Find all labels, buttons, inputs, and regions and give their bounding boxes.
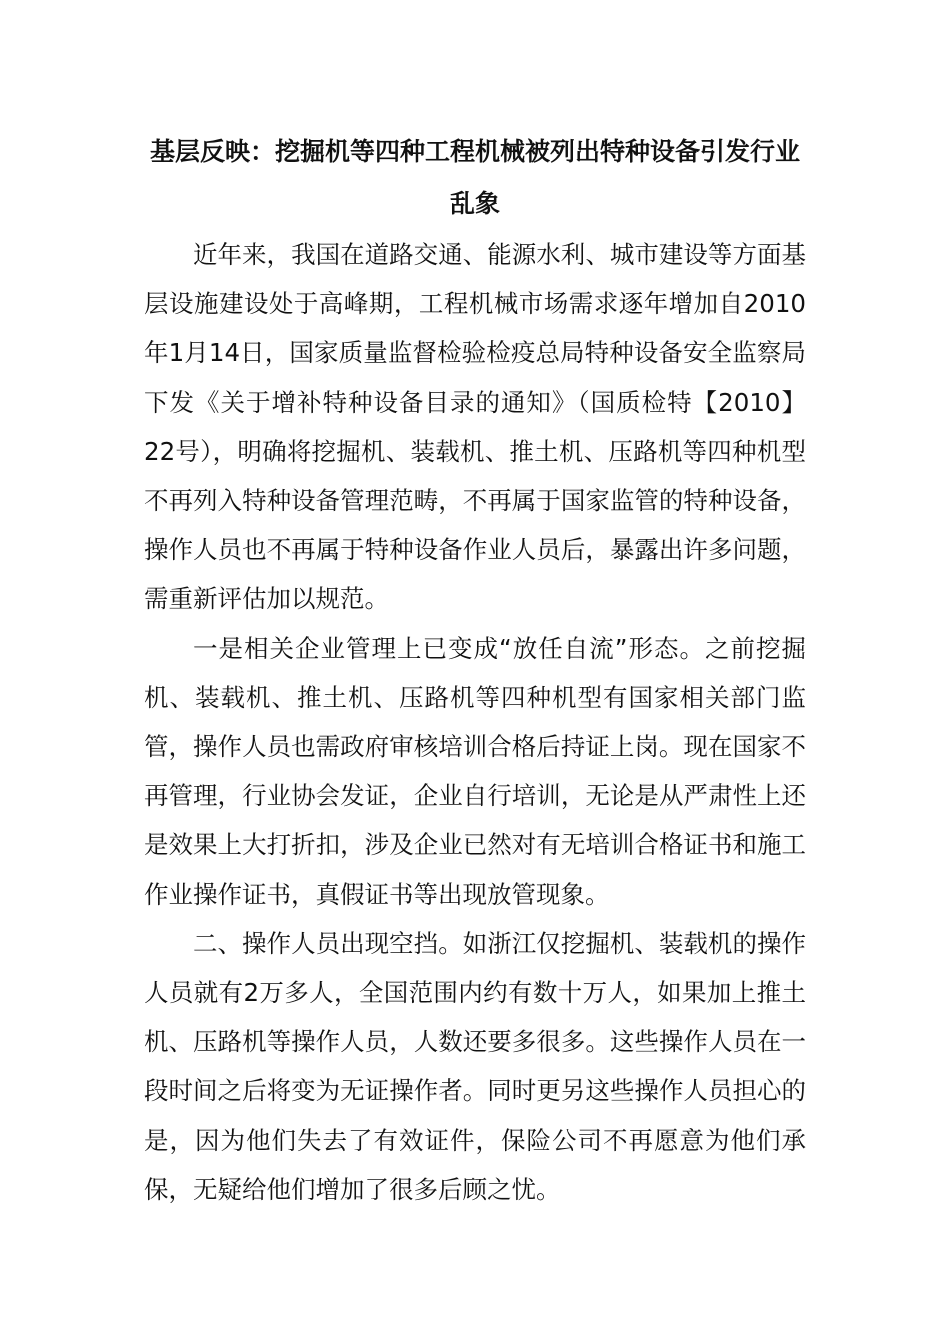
paragraph-point-one: 一是相关企业管理上已变成“放任自流”形态。之前挖掘机、装载机、推土机、压路机等四种机型有国家相关部门监管，操作人员也需政府审核培训合格后持证上岗。现在国家不再管理，行业协会发证，企业自行培训，无论是从严肃性上还是效果上大打折扣，涉及企业已然对有无培训合格证书和施工作业操作证书，真假证书等出现放管现象。 bbox=[144, 633, 806, 909]
paragraph-intro: 近年来，我国在道路交通、能源水利、城市建设等方面基层设施建设处于高峰期，工程机械市场需求逐年增加自2010年1月14日，国家质量监督检验检疫总局特种设备安全监察局下发《关于增补特种设备目录的通知》（国质检特【2010】22号），明确将挖掘机、装载机、推土机、压路机等四种机型不再列入特种设备管理范畴，不再属于国家监管的特种设备，操作人员也不再属于特种设备作业人员后，暴露出许多问题，需重新评估加以规范。 bbox=[144, 240, 806, 614]
document-body bbox=[144, 126, 806, 1214]
paragraph-point-two: 二、操作人员出现空挡。如浙江仅挖掘机、装载机的操作人员就有2万多人，全国范围内约有数十万人，如果加上推土机、压路机等操作人员，人数还要多很多。这些操作人员在一段时间之后将变为无证操作者。同时更另这些操作人员担心的是，因为他们失去了有效证件，保险公司不再愿意为他们承保，无疑给他们增加了很多后顾之忧。 bbox=[144, 928, 806, 1204]
document-title: 基层反映：挖掘机等四种工程机械被列出特种设备引发行业乱象 bbox=[149, 137, 800, 218]
